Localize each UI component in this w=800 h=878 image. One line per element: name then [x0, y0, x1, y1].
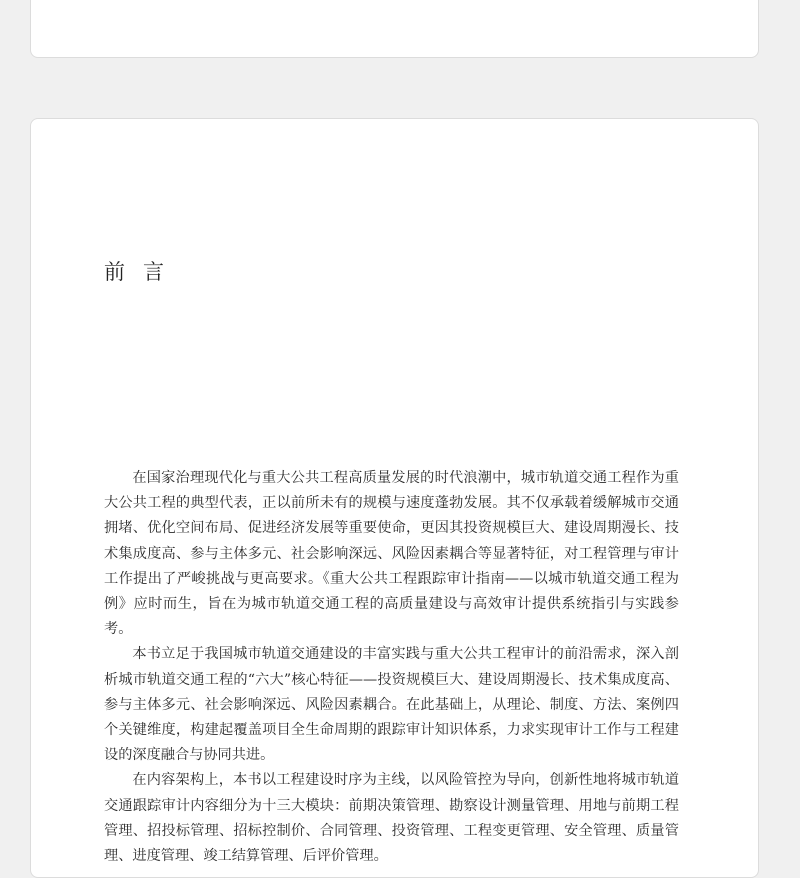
- previous-page: [30, 0, 759, 58]
- paragraph: 在国家治理现代化与重大公共工程高质量发展的时代浪潮中，城市轨道交通工程作为重大公共工程的典型代表，正以前所未有的规模与速度蓬勃发展。其不仅承载着缓解城市交通拥堵、优化空间布局、促进经济发展等重要使命，更因其投资规模巨大、建设周期漫长、技术集成度高、参与主体多元、社会影响深远、风险因素耦合等显著特征，对工程管理与审计工作提出了严峻挑战与更高要求。《重大公共工程跟踪审计指南——以城市轨道交通工程为例》应时而生，旨在为城市轨道交通工程的高质量建设与高效审计提供系统指引与实践参考。: [104, 470, 679, 638]
- body-text: [104, 466, 679, 869]
- page-title: 前言: [104, 260, 182, 284]
- paragraph: 本书立足于我国城市轨道交通建设的丰富实践与重大公共工程审计的前沿需求，深入剖析城市轨道交通工程的“六大”核心特征——投资规模巨大、建设周期漫长、技术集成度高、参与主体多元、社会影响深远、风险因素耦合。在此基础上，从理论、制度、方法、案例四个关键维度，构建起覆盖项目全生命周期的跟踪审计知识体系，力求实现审计工作与工程建设的深度融合与协同共进。: [104, 646, 679, 764]
- paragraph: 在内容架构上，本书以工程建设时序为主线，以风险管控为导向，创新性地将城市轨道交通跟踪审计内容细分为十三大模块：前期决策管理、勘察设计测量管理、用地与前期工程管理、招投标管理、招标控制价、合同管理、投资管理、工程变更管理、安全管理、质量管理、进度管理、竣工结算管理、后评价管理。: [104, 772, 679, 865]
- vertical-scrollbar[interactable]: [790, 0, 800, 800]
- current-page: [30, 118, 759, 878]
